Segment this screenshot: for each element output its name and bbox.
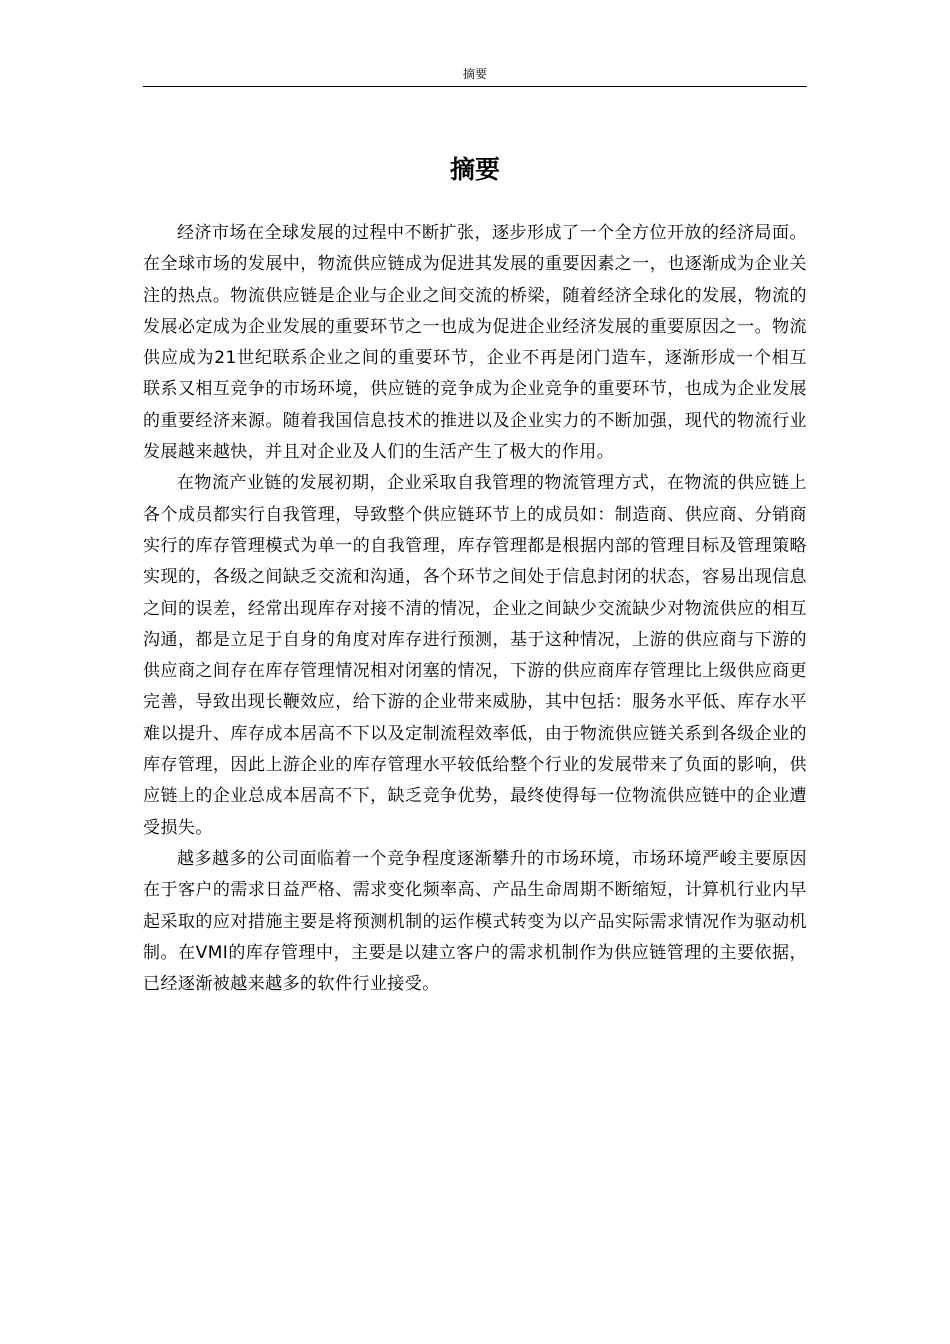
paragraph-1: 经济市场在全球发展的过程中不断扩张，逐步形成了一个全方位开放的经济局面。在全球市场的发展中，物流供应链成为促进其发展的重要因素之一，也逐渐成为企业关注的热点。物流供应链是企业与企业之间交流的桥梁，随着经济全球化的发展，物流的发展必定成为企业发展的重要环节之一也成为促进企业经济发展的重要原因之一。物流供应成为21世纪联系企业之间的重要环节，企业不再是闭门造车，逐渐形成一个相互联系又相互竞争的市场环境，供应链的竞争成为企业竞争的重要环节，也成为企业发展的重要经济来源。随着我国信息技术的推进以及企业实力的不断加强，现代的物流行业发展越来越快，并且对企业及人们的生活产生了极大的作用。 (143, 223, 807, 463)
paragraph-2: 在物流产业链的发展初期，企业采取自我管理的物流管理方式，在物流的供应链上各个成员都实行自我管理，导致整个供应链环节上的成员如：制造商、供应商、分销商实行的库存管理模式为单一的自我管理，库存管理都是根据内部的管理目标及管理策略实现的，各级之间缺乏交流和沟通，各个环节之间处于信息封闭的状态，容易出现信息之间的误差，经常出现库存对接不清的情况，企业之间缺少交流缺少对物流供应的相互沟通，都是立足于自身的角度对库存进行预测，基于这种情况，上游的供应商与下游的供应商之间存在库存管理情况相对闭塞的情况，下游的供应商库存管理比上级供应商更完善，导致出现长鞭效应，给下游的企业带来威胁，其中包括：服务水平低、库存水平难以提升、库存成本居高不下以及定制流程效率低，由于物流供应链关系到各级企业的库存管理，因此上游企业的库存管理水平较低给整个行业的发展带来了负面的影响，供应链上的企业总成本居高不下，缺乏竞争优势，最终使得每一位物流供应链中的企业遭受损失。 (143, 473, 807, 838)
header-text: 摘要 (462, 67, 487, 81)
paragraph-3: 越多越多的公司面临着一个竞争程度逐渐攀升的市场环境，市场环境严峻主要原因在于客户的需求日益严格、需求变化频率高、产品生命周期不断缩短，计算机行业内早起采取的应对措施主要是将预测机制的运作模式转变为以产品实际需求情况作为驱动机制。在VMI的库存管理中，主要是以建立客户的需求机制作为供应链管理的主要依据，已经逐渐被越来越多的软件行业接受。 (143, 848, 807, 995)
page-header (143, 66, 807, 87)
page-title: 摘要 (449, 155, 500, 184)
abstract-body (143, 218, 807, 1000)
